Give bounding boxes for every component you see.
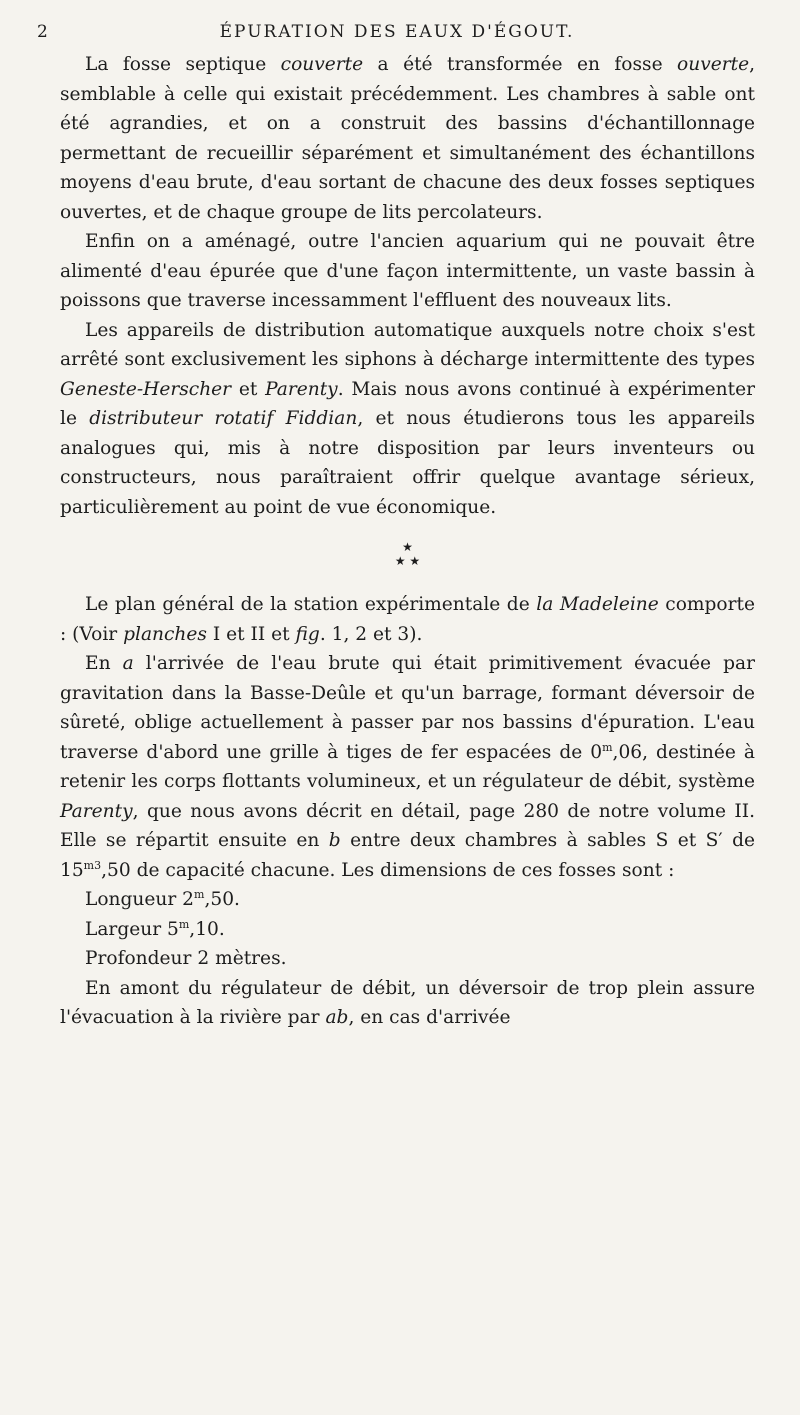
- separator-star-bottom: ★ ★: [394, 554, 421, 568]
- dimension-length: Longueur 2$^m$,50.: [85, 887, 240, 910]
- dimension-depth: Profondeur 2 mètres.: [85, 948, 287, 969]
- page-body: [60, 50, 755, 1033]
- paragraph-3: Les appareils de distribution automatique auxquels notre choix s'est arrêté sont exclusivement les siphons à décharge intermittente des types Geneste-Herscher et Parenty. Mais nous avons continué à expérimenter le distributeur rotatif Fiddian, et nous étudierons tous les appareils analogues qui, mis à notre disposition par leurs inventeurs ou constructeurs, nous paraîtraient offrir quelque avantage sérieux, particulièrement au point de vue économique.: [60, 319, 755, 518]
- dimension-width: Largeur 5$^m$,10.: [85, 917, 225, 940]
- page-number: 2: [37, 22, 49, 42]
- paragraph-5: En a l'arrivée de l'eau brute qui était primitivement évacuée par gravitation dans la Basse-Deûle et qu'un barrage, formant déversoir de sûreté, oblige actuellement à passer par nos bassins d'épuration. L'eau traverse d'abord une grille à tiges de fer espacées de 0$^m$,06, destinée à retenir les corps flottants volumineux, et un régulateur de débit, système Parenty, que nous avons décrit en détail, page 280 de notre volume II. Elle se répartit ensuite en b entre deux chambres à sables S et S′ de $15^{m3},50$ de capacité chacune. Les dimensions de ces fosses sont :: [60, 653, 755, 881]
- section-separator: [60, 540, 755, 568]
- running-title: ÉPURATION DES EAUX D'ÉGOUT.: [219, 22, 575, 42]
- paragraph-2: Enfin on a aménagé, outre l'ancien aquarium qui ne pouvait être alimenté d'eau épurée que d'une façon intermittente, un vaste bassin à poissons que traverse incessamment l'effluent des nouveaux lits.: [60, 231, 755, 311]
- separator-star-top: ★: [402, 540, 413, 554]
- paragraph-4: Le plan général de la station expérimentale de la Madeleine comporte : (Voir planches I et II et fig. 1, 2 et 3).: [60, 594, 755, 645]
- paragraph-6: En amont du régulateur de débit, un déversoir de trop plein assure l'évacuation à la rivière par ab, en cas d'arrivée: [60, 977, 755, 1028]
- page-header: [37, 16, 757, 48]
- paragraph-1: La fosse septique couverte a été transformée en fosse ouverte, semblable à celle qui existait précédemment. Les chambres à sable ont été agrandies, et on a construit des bassins d'échantillonnage permettant de recueillir séparément et simultanément des échantillons moyens d'eau brute, d'eau sortant de chacune des deux fosses septiques ouvertes, et de chaque groupe de lits percolateurs.: [60, 54, 755, 223]
